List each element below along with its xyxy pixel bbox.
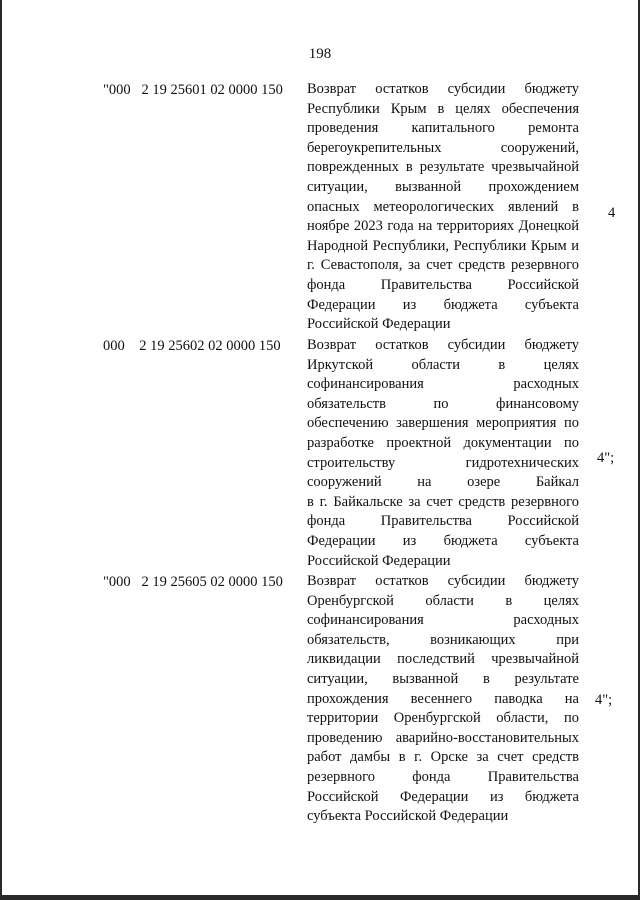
description-line: г. Севастополя, за счет средств резервного bbox=[307, 257, 579, 274]
description-line: Оренбургской области в целях bbox=[307, 592, 579, 609]
description-line: ноябре 2023 года на территориях Донецкой bbox=[307, 218, 579, 235]
description-line: строительству гидротехнических bbox=[307, 454, 579, 471]
amount-cell: 4"; bbox=[597, 450, 615, 466]
budget-code: 000 2 19 25602 02 0000 150 bbox=[103, 338, 281, 354]
description-line: ликвидации последствий чрезвычайной bbox=[307, 651, 579, 668]
description-line: Федерации из бюджета субъекта bbox=[307, 296, 579, 313]
description-line: опасных метеорологических явлений в bbox=[307, 198, 579, 215]
row-description bbox=[307, 572, 579, 827]
description-line: Российской Федерации bbox=[307, 552, 451, 569]
description-line: Иркутской области в целях bbox=[307, 356, 579, 373]
description-line: в г. Байкальске за счет средств резервного bbox=[307, 493, 579, 510]
description-line: ситуации, вызванной прохождением bbox=[307, 178, 579, 195]
description-line: берегоукрепительных сооружений, bbox=[307, 139, 579, 156]
description-line: обязательств по финансовому bbox=[307, 395, 579, 412]
row-description bbox=[307, 336, 579, 571]
description-line: Возврат остатков субсидии бюджету bbox=[307, 337, 579, 353]
budget-code: "000 2 19 25601 02 0000 150 bbox=[103, 82, 283, 98]
amount-cell: 4"; bbox=[595, 692, 613, 708]
page-number: 198 bbox=[308, 46, 332, 62]
row-description bbox=[307, 80, 579, 335]
amount-cell: 4 bbox=[608, 205, 616, 221]
description-line: прохождения весеннего паводка на bbox=[307, 690, 579, 707]
description-line: обеспечению завершения мероприятия по bbox=[307, 415, 579, 432]
scan-edge-left bbox=[0, 0, 2, 900]
scan-edge-bottom bbox=[0, 895, 640, 900]
description-line: ситуации, вызванной в результате bbox=[307, 670, 579, 687]
description-line: поврежденных в результате чрезвычайной bbox=[307, 159, 579, 176]
description-line: проведения капитального ремонта bbox=[307, 120, 579, 137]
description-line: Федерации из бюджета субъекта bbox=[307, 532, 579, 549]
description-line: резервного фонда Правительства bbox=[307, 768, 579, 785]
description-line: субъекта Российской Федерации bbox=[307, 808, 509, 825]
description-line: софинансирования расходных bbox=[307, 376, 579, 393]
description-line: сооружений на озере Байкал bbox=[307, 474, 579, 491]
budget-code: "000 2 19 25605 02 0000 150 bbox=[103, 574, 283, 590]
description-line: разработке проектной документации по bbox=[307, 434, 579, 451]
description-line: Народной Республики, Республики Крым и bbox=[307, 237, 579, 254]
description-line: Республики Крым в целях обеспечения bbox=[307, 100, 579, 117]
description-line: Российской Федерации bbox=[307, 316, 451, 333]
description-line: Возврат остатков субсидии бюджету bbox=[307, 573, 579, 589]
description-line: обязательств, возникающих при bbox=[307, 631, 579, 648]
description-line: проведению аварийно-восстановительных bbox=[307, 729, 579, 746]
description-line: софинансирования расходных bbox=[307, 612, 579, 629]
description-line: работ дамбы в г. Орске за счет средств bbox=[307, 749, 579, 766]
description-line: фонда Правительства Российской bbox=[307, 276, 579, 293]
description-line: Возврат остатков субсидии бюджету bbox=[307, 81, 579, 97]
description-line: фонда Правительства Российской bbox=[307, 513, 579, 530]
description-line: территории Оренбургской области, по bbox=[307, 710, 579, 727]
description-line: Российской Федерации из бюджета bbox=[307, 788, 579, 805]
